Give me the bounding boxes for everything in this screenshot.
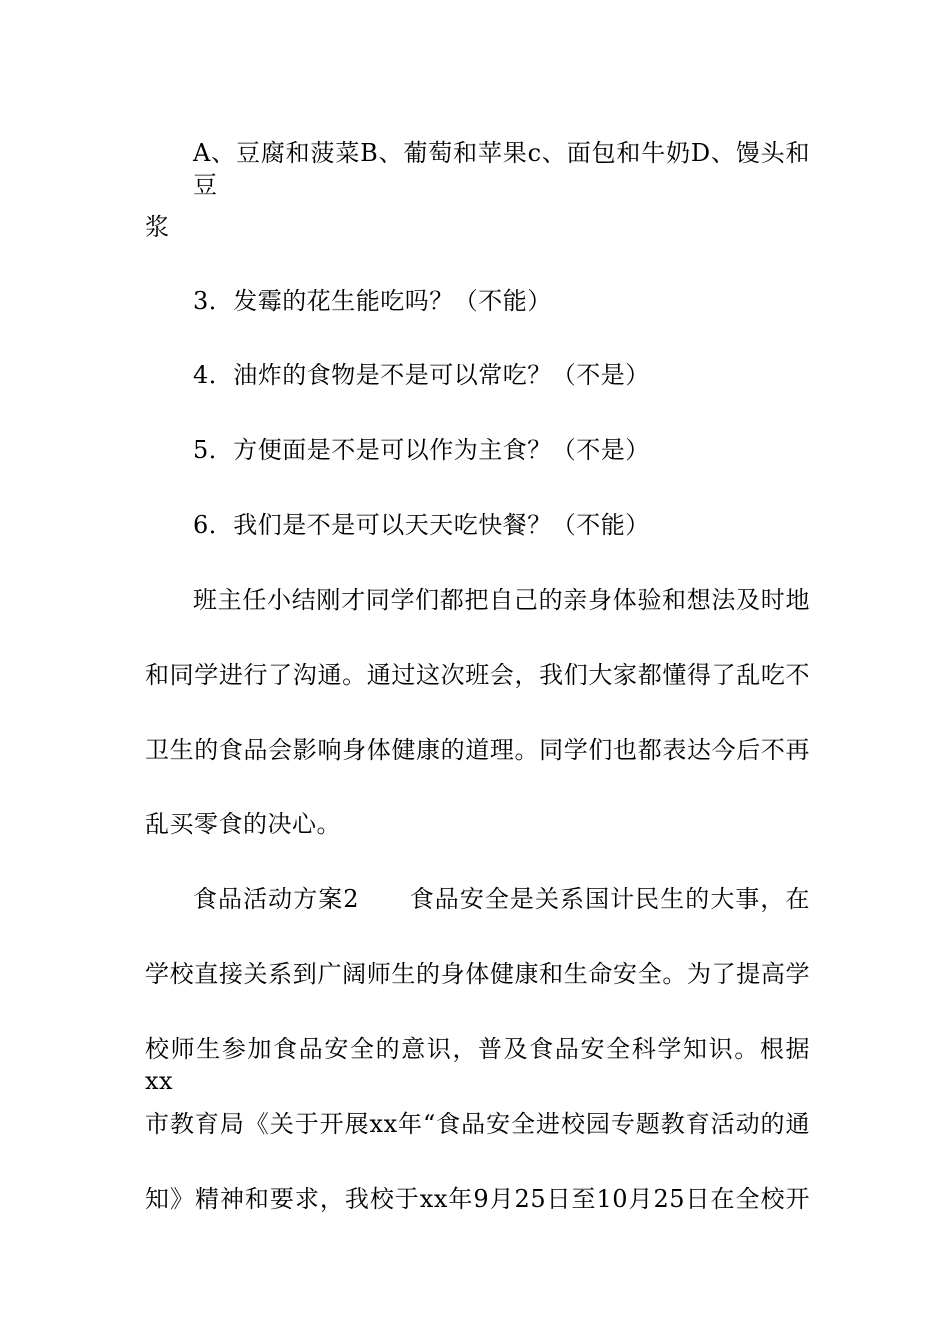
plan-paragraph-line-3: 校师生参加食品安全的意识，普及食品安全科学知识。根据xx (145, 1035, 810, 1095)
question-4: 4．油炸的食物是不是可以常吃？（不是） (193, 361, 650, 389)
summary-paragraph-line-3: 卫生的食品会影响身体健康的道理。同学们也都表达今后不再 (145, 736, 810, 764)
plan-paragraph-line-2: 学校直接关系到广阔师生的身体健康和生命安全。为了提高学 (145, 960, 810, 988)
question-3: 3．发霉的花生能吃吗？（不能） (193, 287, 552, 315)
question-6: 6．我们是不是可以天天吃快餐？（不能） (193, 511, 650, 539)
question-5: 5．方便面是不是可以作为主食？（不是） (193, 436, 650, 464)
quiz-options-line: A、豆腐和菠菜B、葡萄和苹果c、面包和牛奶D、馒头和豆 (193, 139, 810, 199)
summary-paragraph-line-4: 乱买零食的决心。 (145, 810, 341, 838)
quiz-options-continued: 浆 (145, 213, 170, 241)
summary-paragraph-line-1: 班主任小结刚才同学们都把自己的亲身体验和想法及时地 (193, 586, 810, 614)
summary-paragraph-line-2: 和同学进行了沟通。通过这次班会，我们大家都懂得了乱吃不 (145, 661, 810, 689)
plan-paragraph-line-1: 食品活动方案2 食品安全是关系国计民生的大事，在 (193, 885, 810, 913)
plan-paragraph-line-4: 市教育局《关于开展xx年“食品安全进校园专题教育活动的通 (145, 1110, 810, 1138)
plan-paragraph-line-5: 知》精神和要求，我校于xx年9月25日至10月25日在全校开 (145, 1185, 810, 1213)
